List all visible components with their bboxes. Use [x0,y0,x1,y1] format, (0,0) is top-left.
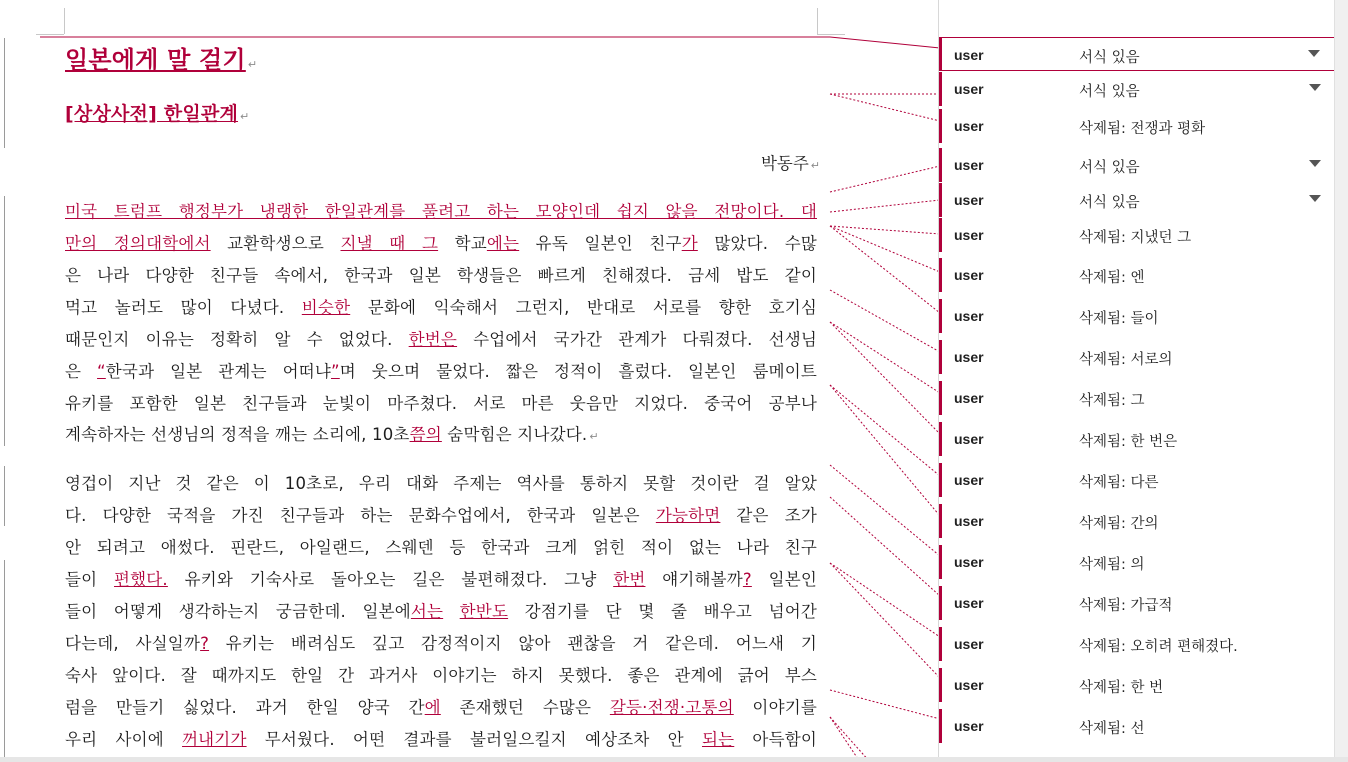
document-text [443,602,460,621]
inserted-text: 갈등·전쟁·고통의 [609,698,734,717]
inserted-text: 쯤의 [409,425,442,444]
balloon-text: 삭제됨: 들이 [1079,311,1159,327]
document-text: 한국과 일본 관계는 어떠냐 [105,362,332,381]
document-text: 들이 [65,570,115,589]
document-text: 많았다. 수많 [697,234,817,253]
document-line [65,294,817,318]
margin-corner-left [64,8,65,34]
margin-corner-right [817,8,818,34]
inserted-text: 편했다. [114,570,168,589]
balloon-author: user [954,513,984,529]
inserted-text: “ [97,362,106,381]
document-line [65,262,817,286]
balloon-text: 삭제됨: 한 번 [1079,680,1164,696]
revision-balloon[interactable] [939,340,1335,374]
document-text: 같은 조가 [720,506,817,525]
balloon-text: 서식 있음 [1079,195,1140,211]
revision-balloon[interactable] [939,72,1335,106]
document-text: 우리 사이에 [65,730,183,749]
document-text: 럼을 만들기 싫었다. 과거 한일 양국 간 [65,698,425,717]
document-text: 은 [65,362,98,381]
chevron-down-icon[interactable] [1309,84,1321,91]
chevron-down-icon[interactable] [1308,50,1320,57]
balloon-author: user [954,267,984,283]
revision-balloon[interactable] [939,109,1335,143]
change-bar [4,196,5,446]
margin-corner-right-h [817,34,845,35]
document-text: 수업에서 국가간 관계가 다뤄졌다. 선생님 [457,330,817,349]
balloon-text: 삭제됨: 전쟁과 평화 [1079,121,1206,137]
inserted-text: 비슷한 [301,298,351,317]
revision-balloon[interactable] [939,148,1335,182]
balloon-text: 삭제됨: 지냈던 그 [1079,230,1192,246]
balloon-author: user [954,472,984,488]
document-text: 들이 어떻게 생각하는지 궁금한데. 일본에 [65,602,411,621]
document-text: 얘기해볼까 [645,570,743,589]
document-text: 문화에 익숙해서 그런지, 반대로 서로를 향한 호기심 [350,298,817,317]
document-text: 며 웃으며 물었다. 짧은 정적이 흘렀다. 일본인 룸메이트 [339,362,817,381]
document-line [65,502,817,526]
markup-pane[interactable] [938,0,1335,762]
inserted-text: ? [742,570,752,589]
document-text: 영겁이 지난 것 같은 이 10초로, 우리 대화 주제는 역사를 통하지 못할 것이란 걸 알았 [65,474,817,493]
document-text: 유키는 배려심도 깊고 감정적이지 않아 괜찮을 거 같은데. 어느새 기 [209,634,817,653]
chevron-down-icon[interactable] [1309,195,1321,202]
revision-balloon[interactable] [939,463,1335,497]
inserted-text: 한번은 [408,330,458,349]
balloon-author: user [954,595,984,611]
balloon-author: user [954,157,984,173]
document-text: 때문인지 이유는 정확히 알 수 없었다. [65,330,409,349]
paragraph-mark-icon: ↵ [589,430,599,443]
document-text: 유키를 포함한 일본 친구들과 눈빛이 마주쳤다. 서로 마른 웃음만 지었다. 중국어 공부나 [65,394,817,413]
document-text: 숨막힘은 지나갔다. [441,425,588,444]
balloon-author: user [954,308,984,324]
document-text: 숙사 앞이다. 잘 때까지도 한일 간 과거사 이야기는 하지 못했다. 좋은 관계에 긁어 부스 [65,666,817,685]
inserted-text: 서는 [410,602,444,621]
balloon-text: 삭제됨: 가급적 [1079,598,1173,614]
paragraph-mark-icon: ↵ [247,58,258,71]
revision-balloon[interactable] [939,668,1335,702]
balloon-text: 삭제됨: 다른 [1079,475,1159,491]
author-line [761,150,820,174]
inserted-text: 되는 [701,730,735,749]
revision-balloon[interactable] [939,422,1335,456]
inserted-text: 가 [681,234,698,253]
change-bar [4,38,5,148]
balloon-author: user [954,431,984,447]
document-line [65,662,817,686]
balloon-text: 삭제됨: 한 번은 [1079,434,1178,450]
document-subtitle-line [65,99,249,126]
document-text: 안 되려고 애썼다. 핀란드, 아일랜드, 스웨덴 등 한국과 크게 얽힌 적이 없는 나라 친구 [65,538,817,557]
paragraph-mark-icon: ↵ [810,159,820,172]
author-name: 박동주 [760,154,809,173]
document-line [65,198,817,222]
document-text: 유키와 기숙사로 돌아오는 길은 불편해졌다. 그냥 [167,570,614,589]
revision-balloon[interactable] [939,709,1335,743]
change-bar [4,560,5,760]
balloon-author: user [954,718,984,734]
revision-balloon[interactable] [939,218,1335,252]
inserted-text: 꺼내기가 [182,730,247,749]
revision-balloon[interactable] [939,258,1335,292]
balloon-text: 서식 있음 [1079,160,1140,176]
document-text: 무서웠다. 어떤 결과를 불러일으킬지 예상조차 안 [246,730,702,749]
document-text: 강점기를 단 몇 줄 배우고 넘어간 [508,602,817,621]
document-text: 다는데, 사실일까 [65,634,201,653]
document-subtitle: [상상사전] 한일관계 [65,103,239,125]
document-text: 이야기를 [733,698,817,717]
balloon-text: 삭제됨: 오히려 편해졌다. [1079,639,1238,655]
balloon-text: 삭제됨: 간의 [1079,516,1159,532]
document-line [65,326,817,350]
balloon-text: 삭제됨: 서로의 [1079,352,1173,368]
revision-balloon[interactable] [939,183,1335,217]
inserted-text: ” [331,362,340,381]
document-text: 다. 다양한 국적을 가진 친구들과 하는 문화수업에서, 한국과 일본은 [65,506,656,525]
document-title-line [65,40,257,75]
document-line [65,470,817,494]
document-text: 교환학생으로 [210,234,341,253]
balloon-text: 서식 있음 [1079,84,1140,100]
balloon-author: user [954,81,984,97]
document-text: 일본인 [751,570,817,589]
paragraph-mark-icon: ↵ [240,110,250,123]
document-text: 학교 [438,234,487,253]
document-text: 은 나라 다양한 친구들 속에서, 한국과 일본 학생들은 빠르게 친해졌다. 금세 밥도 같이 [65,266,817,285]
margin-corner-left-h [36,34,64,35]
revision-balloon[interactable] [939,627,1335,661]
horizontal-scrollbar[interactable] [0,757,1348,762]
inserted-text: 가능하면 [655,506,721,525]
balloon-text: 삭제됨: 의 [1079,557,1145,573]
revision-balloon[interactable] [939,504,1335,538]
document-line [65,421,599,445]
document-title: 일본에게 말 걸기 [65,46,246,74]
inserted-text: 한번 [613,570,646,589]
revision-balloon[interactable] [939,586,1335,620]
inserted-text: 한반도 [459,602,509,621]
chevron-down-icon[interactable] [1309,160,1321,167]
balloon-author: user [954,636,984,652]
balloon-text: 삭제됨: 선 [1079,721,1145,737]
balloon-author: user [954,192,984,208]
inserted-text: 에는 [486,234,520,253]
inserted-text: 미국 트럼프 행정부가 냉랭한 한일관계를 풀려고 하는 모양인데 쉽지 않을 전망이다. 대 [65,202,817,221]
document-text: 먹고 놀러도 많이 다녔다. [65,298,302,317]
balloon-text: 삭제됨: 그 [1079,393,1145,409]
revision-balloon[interactable] [939,37,1335,71]
balloon-author: user [954,349,984,365]
balloon-author: user [954,554,984,570]
balloon-author: user [954,47,984,63]
revision-balloon[interactable] [939,299,1335,333]
inserted-text: 만의 정의대학에서 [65,234,211,253]
document-text: 아득함이 [734,730,817,749]
balloon-author: user [954,118,984,134]
document-line [65,726,817,750]
balloon-author: user [954,390,984,406]
balloon-author: user [954,677,984,693]
document-line [65,390,817,414]
revision-balloon[interactable] [939,545,1335,579]
document-line [65,630,817,654]
change-bar [4,466,5,526]
vertical-scrollbar[interactable] [1334,0,1348,762]
balloon-author: user [954,227,984,243]
document-line [65,230,817,254]
document-line [65,566,817,590]
inserted-text: 에 [424,698,441,717]
balloon-text: 삭제됨: 엔 [1079,270,1145,286]
document-line [65,598,817,622]
inserted-text: 지낼 때 그 [340,234,439,253]
document-text: 유독 일본인 친구 [519,234,682,253]
document-line [65,694,817,718]
balloon-text: 서식 있음 [1079,50,1140,66]
revision-balloon[interactable] [939,381,1335,415]
document-text: 계속하자는 선생님의 정적을 깨는 소리에, 10초 [65,425,410,444]
inserted-text: ? [200,634,210,653]
document-line [65,358,817,382]
document-line [65,534,817,558]
document-text: 존재했던 수많은 [440,698,610,717]
